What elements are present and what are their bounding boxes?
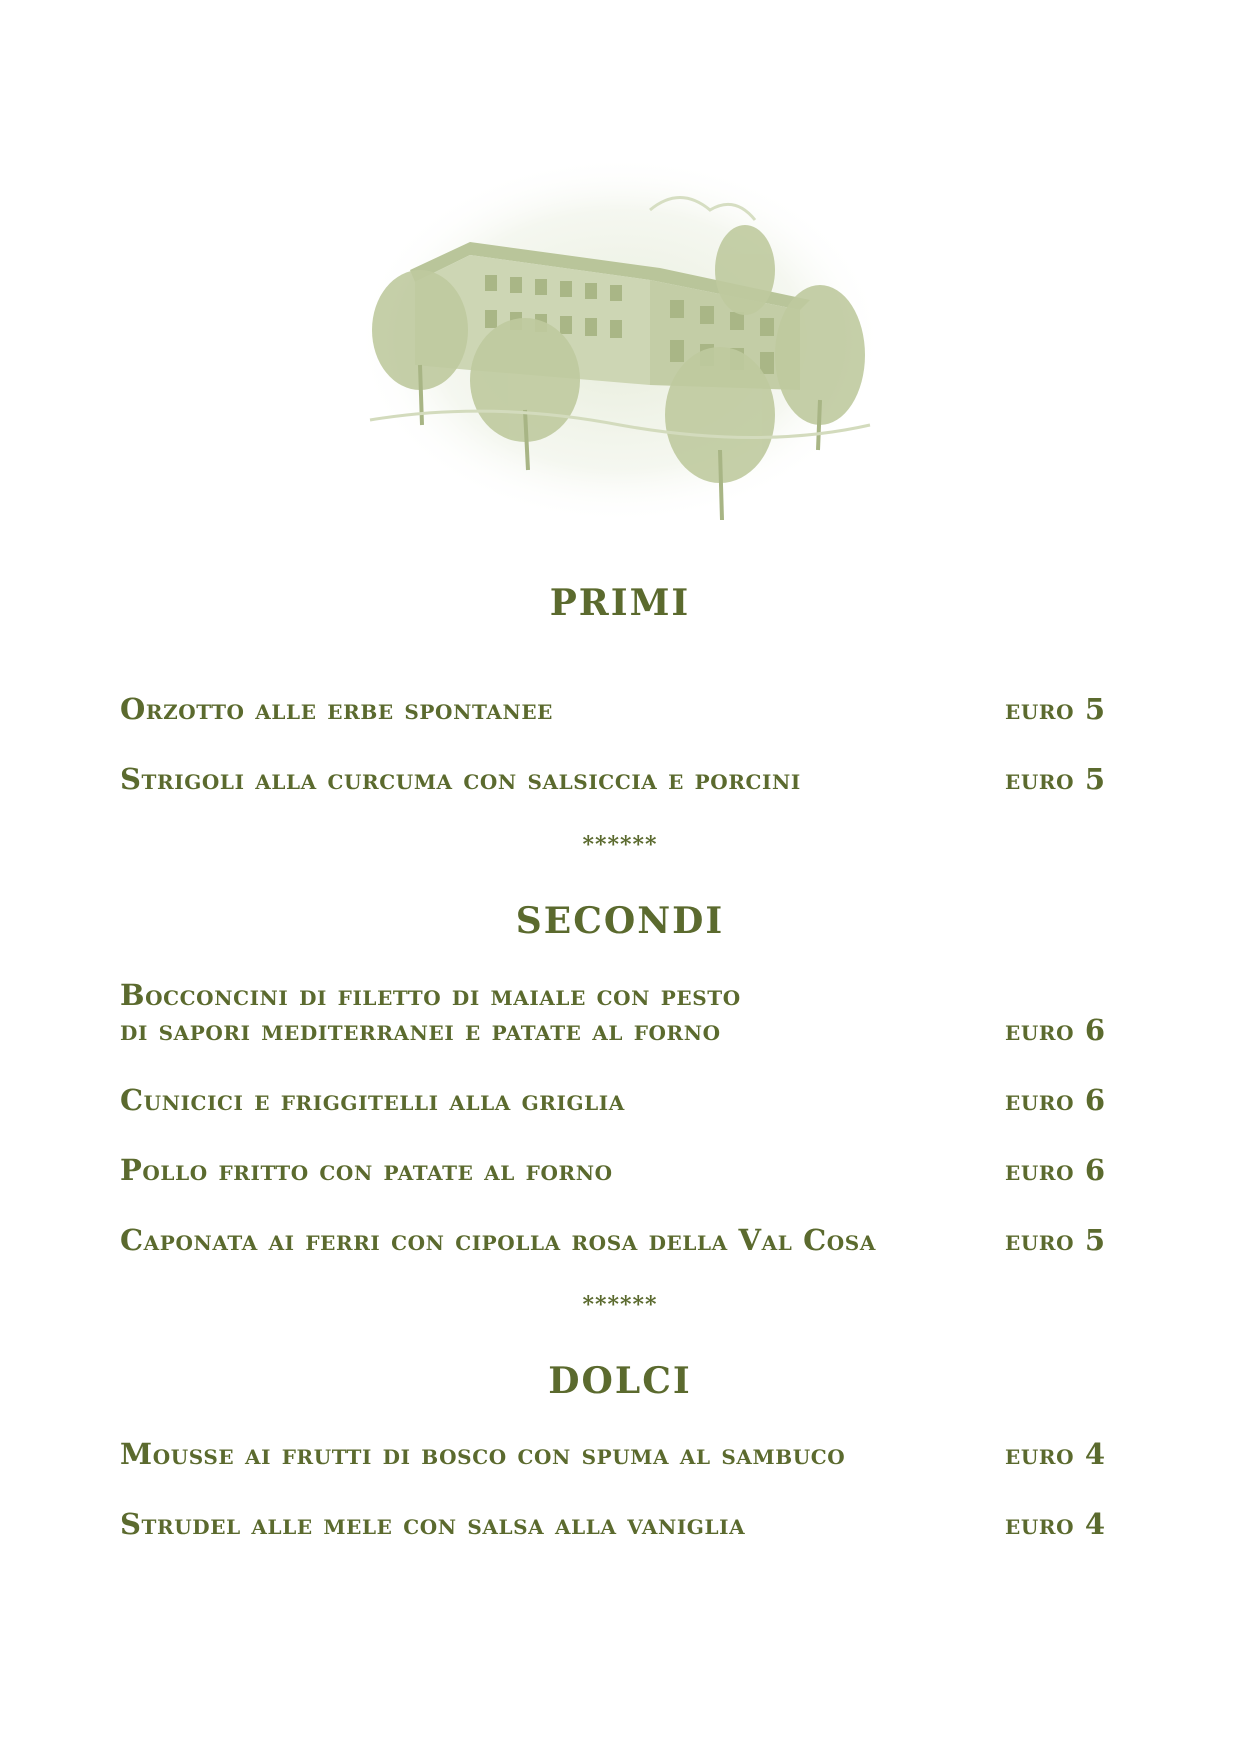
menu-item-name-line2: di sapori mediterranei e patate al forno xyxy=(120,1013,721,1047)
menu-item-name: Mousse ai frutti di bosco con spuma al sambuco xyxy=(120,1437,846,1471)
menu-item-price: euro 5 xyxy=(1005,692,1106,726)
menu-item-price: euro 5 xyxy=(1005,762,1106,796)
menu-item-name: Pollo fritto con patate al forno xyxy=(120,1153,613,1187)
section-title-secondi: SECONDI xyxy=(515,900,725,942)
menu-item-price: euro 6 xyxy=(1005,1083,1106,1117)
menu-item-name: Cunicici e friggitelli alla griglia xyxy=(120,1083,625,1117)
menu-item-price: euro 6 xyxy=(1005,1013,1106,1047)
menu-item-price: euro 6 xyxy=(1005,1153,1106,1187)
menu-item-name: Caponata ai ferri con cipolla rosa della Val Cosa xyxy=(120,1223,876,1257)
farmhouse-illustration xyxy=(350,150,890,535)
menu-item-price: euro 4 xyxy=(1005,1507,1106,1541)
menu-item-name-line1: Bocconcini di filetto di maiale con pesto xyxy=(120,978,741,1012)
separator: ****** xyxy=(582,832,658,858)
menu-item-name: Orzotto alle erbe spontanee xyxy=(120,692,554,726)
menu-item-price: euro 5 xyxy=(1005,1223,1106,1257)
section-title-dolci: DOLCI xyxy=(548,1360,692,1402)
menu-item-name: Strigoli alla curcuma con salsiccia e porcini xyxy=(120,762,801,796)
section-title-primi: PRIMI xyxy=(549,582,691,624)
separator: ****** xyxy=(582,1292,658,1318)
menu-item-price: euro 4 xyxy=(1005,1437,1106,1471)
menu-item-name: Strudel alle mele con salsa alla vaniglia xyxy=(120,1507,746,1541)
